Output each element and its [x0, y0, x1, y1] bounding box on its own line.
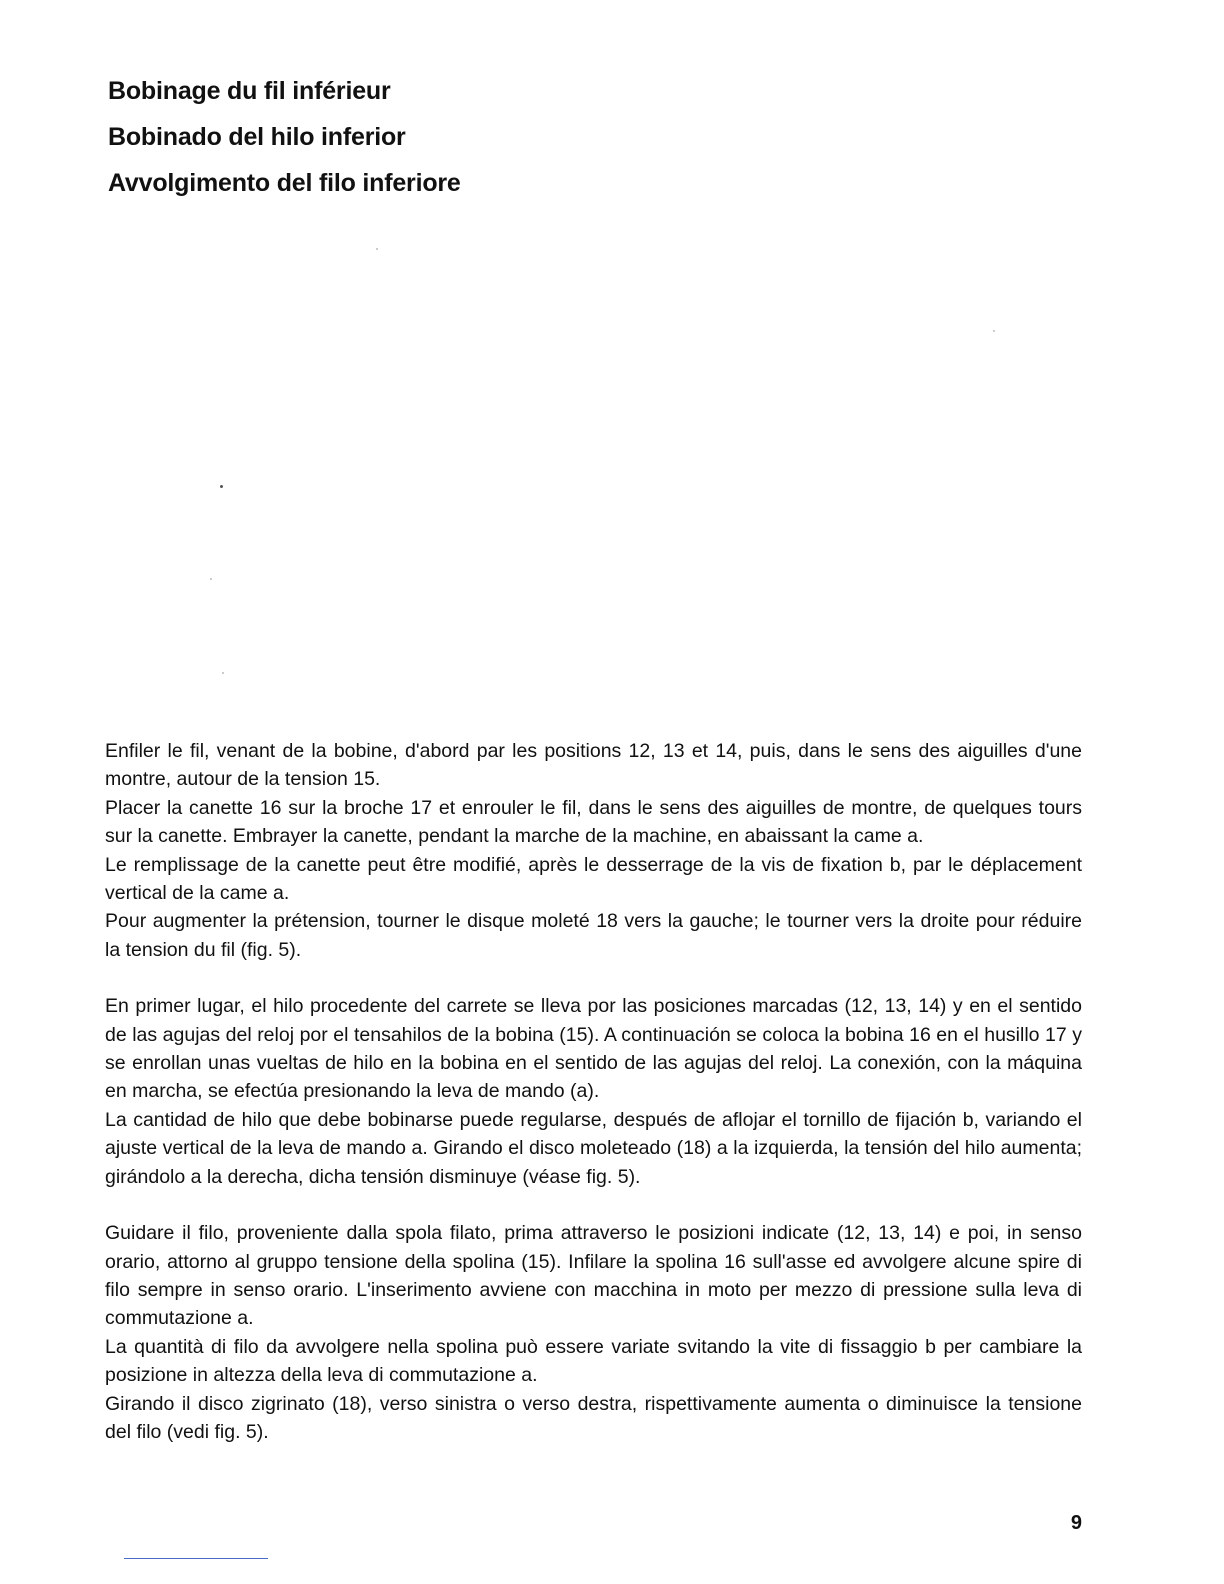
- paragraph: Guidare il filo, proveniente dalla spola filato, prima attraverso le posizioni indicate (12, 13, 14) e poi, in senso orario, attorno al gruppo tensione della spolina (15). Infilare la spolina 16 sull'asse ed avvolgere alcune spire di filo sempre in senso orario. L'inserimento avviene con macchina in moto per mezzo di pressione sulla leva di commutazione a.: [105, 1222, 1082, 1330]
- scan-speck: [993, 330, 995, 332]
- paragraph: La cantidad de hilo que debe bobinarse puede regularse, después de aflojar el tornillo de fijación b, variando el ajuste vertical de la leva de mando a. Girando el disco moleteado (18) a la izquierda, la tensión del hilo aumenta; girándolo a la derecha, dicha tensión disminuye (véase fig. 5).: [105, 1108, 1082, 1188]
- paragraph: Girando il disco zigrinato (18), verso sinistra o verso destra, rispettivamente aumenta o diminuisce la tensione del filo (vedi fig. 5).: [105, 1392, 1082, 1443]
- title-spanish: Bobinado del hilo inferior: [108, 123, 406, 151]
- paragraph: Le remplissage de la canette peut être modifié, après le desserrage de la vis de fixation b, par le déplacement vertical de la came a.: [105, 853, 1082, 905]
- section-french: [105, 737, 1082, 964]
- paragraph: La quantità di filo da avvolgere nella spolina può essere variate svitando la vite di fissaggio b per cambiare la posizione in altezza della leva di commutazione a.: [105, 1335, 1082, 1387]
- section-italian: [105, 1219, 1082, 1446]
- scan-speck: [222, 672, 224, 674]
- paragraph: En primer lugar, el hilo procedente del carrete se lleva por las posiciones marcadas (12, 13, 14) y en el sentido de las agujas del reloj por el tensahilos de la bobina (15). A continuación se coloca la bobina 16 en el husillo 17 y se enrollan unas vueltas de hilo en la bobina en el sentido de las agujas del reloj. La conexión, con la máquina en marcha, se efectúa presionando la leva de mando (a).: [105, 995, 1082, 1103]
- title-italian: Avvolgimento del filo inferiore: [108, 169, 461, 197]
- paragraph: Pour augmenter la prétension, tourner le disque moleté 18 vers la gauche; le tourner vers la droite pour réduire la tension du fil (fig. 5).: [105, 910, 1082, 961]
- paragraph: Enfiler le fil, venant de la bobine, d'abord par les positions 12, 13 et 14, puis, dans le sens des aiguilles d'une montre, autour de la tension 15.: [105, 740, 1082, 791]
- blank-figure-area: [108, 210, 1098, 720]
- section-spanish: [105, 992, 1082, 1191]
- instructions: [105, 737, 1082, 1474]
- footer-divider: [124, 1558, 268, 1559]
- page-number: 9: [1070, 1512, 1082, 1534]
- scan-speck: [210, 578, 212, 580]
- scan-speck: [220, 485, 223, 488]
- scan-speck: [376, 248, 378, 250]
- title-french: Bobinage du fil inférieur: [108, 77, 391, 105]
- title-block: [108, 68, 1008, 206]
- paragraph: Placer la canette 16 sur la broche 17 et enrouler le fil, dans le sens des aiguilles de montre, de quelques tours sur la canette. Embrayer la canette, pendant la marche de la machine, en abaissant la came a.: [105, 796, 1082, 848]
